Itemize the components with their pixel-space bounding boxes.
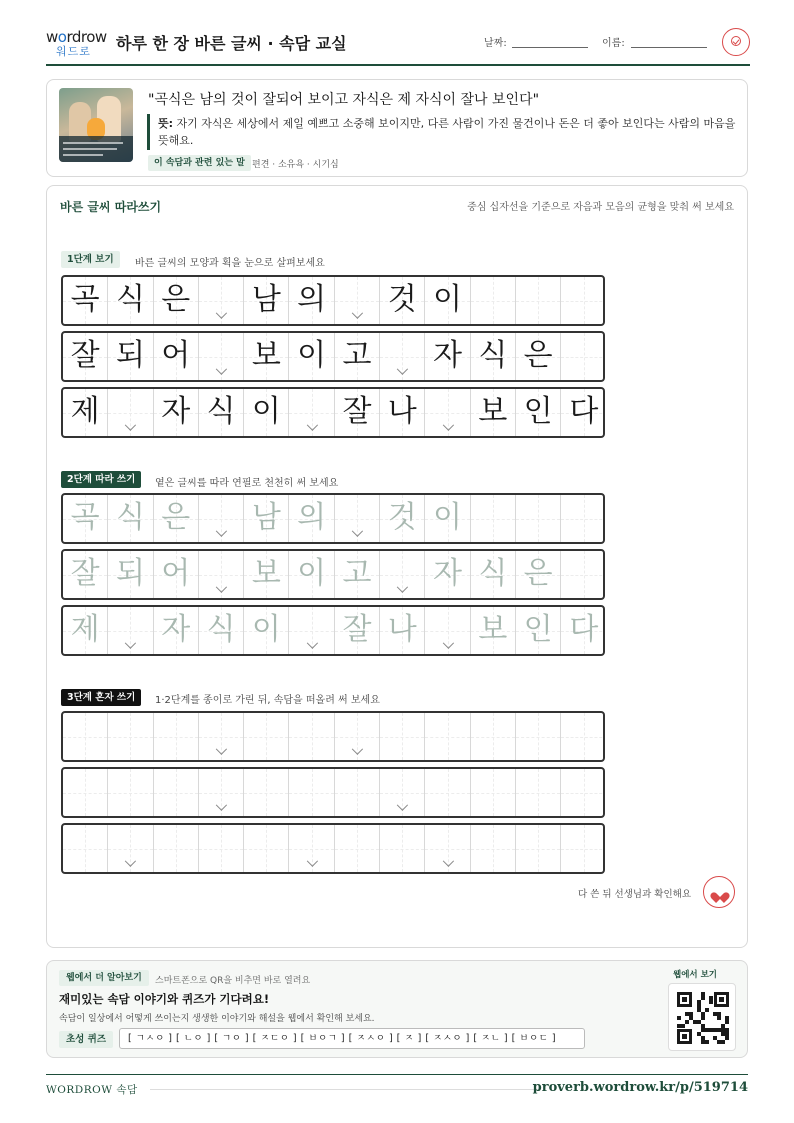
syllable: 은 (161, 500, 191, 535)
writing-row (61, 331, 605, 382)
writing-cell (561, 389, 605, 436)
writing-cell[interactable] (380, 551, 425, 598)
writing-cell[interactable] (335, 551, 380, 598)
writing-cell[interactable] (561, 495, 605, 542)
space-mark-icon (216, 368, 226, 374)
writing-cell (380, 333, 425, 380)
writing-row (61, 275, 605, 326)
writing-cell[interactable] (471, 713, 516, 760)
syllable: 자 (433, 338, 463, 373)
footer-url[interactable]: proverb.wordrow.kr/p/519714 (532, 1080, 748, 1095)
practice-section (46, 185, 748, 948)
writing-cell[interactable] (561, 825, 605, 872)
syllable: 식 (206, 612, 236, 647)
writing-cell[interactable] (425, 607, 470, 654)
space-mark-icon (397, 368, 407, 374)
writing-cell[interactable] (380, 713, 425, 760)
writing-cell (244, 389, 289, 436)
writing-cell[interactable] (199, 607, 244, 654)
writing-cell (335, 389, 380, 436)
syllable: 은 (523, 556, 553, 591)
teacher-check-note: 다 쓴 뒤 선생님과 확인해요 (577, 889, 691, 900)
practice-hint: 중심 십자선을 기준으로 자음과 모음의 균형을 맞춰 써 보세요 (467, 202, 734, 213)
writing-row[interactable] (61, 823, 605, 874)
space-mark-icon (216, 530, 226, 536)
writing-cell[interactable] (108, 769, 153, 816)
syllable: 곡 (70, 500, 100, 535)
writing-row[interactable] (61, 549, 605, 600)
meaning-accent-bar (147, 114, 150, 150)
writing-cell[interactable] (244, 607, 289, 654)
writing-cell (199, 389, 244, 436)
writing-cell[interactable] (244, 825, 289, 872)
syllable: 잘 (342, 612, 372, 647)
syllable: 나 (387, 394, 417, 429)
syllable: 이 (433, 500, 463, 535)
writing-cell[interactable] (380, 825, 425, 872)
writing-cell[interactable] (516, 825, 561, 872)
stage2-tag: 2단계 따라 쓰기 (61, 471, 141, 488)
writing-cell[interactable] (244, 551, 289, 598)
syllable: 은 (161, 282, 191, 317)
syllable: 보 (251, 338, 281, 373)
space-mark-icon (216, 748, 226, 754)
writing-cell[interactable] (516, 551, 561, 598)
practice-title: 바른 글씨 따라쓰기 (60, 200, 162, 214)
stage1-hint: 바른 글씨의 모양과 획을 눈으로 살펴보세요 (135, 258, 325, 269)
writing-cell (154, 333, 199, 380)
writing-row[interactable] (61, 605, 605, 656)
syllable: 식 (115, 282, 145, 317)
writing-cell[interactable] (289, 551, 334, 598)
syllable: 인 (523, 394, 553, 429)
writing-cell (561, 277, 605, 324)
footer-divider (46, 1074, 748, 1075)
writing-cell[interactable] (425, 713, 470, 760)
stage1-tag: 1단계 보기 (61, 251, 120, 268)
writing-row[interactable] (61, 493, 605, 544)
qr-label: 웹에서 보기 (673, 970, 718, 980)
syllable: 이 (251, 612, 281, 647)
space-mark-icon (307, 642, 317, 648)
writing-cell[interactable] (561, 713, 605, 760)
check-stamp-icon (722, 28, 750, 56)
syllable: 남 (251, 282, 281, 317)
writing-cell (335, 277, 380, 324)
writing-cell (471, 277, 516, 324)
syllable: 고 (342, 338, 372, 373)
writing-cell[interactable] (244, 769, 289, 816)
related-words: 편견 · 소유욕 · 시기심 (252, 160, 339, 170)
heart-stamp-icon (703, 876, 735, 908)
space-mark-icon (125, 424, 135, 430)
space-mark-icon (352, 312, 362, 318)
chosung-quiz-tag: 초성 퀴즈 (59, 1031, 113, 1048)
space-mark-icon (307, 424, 317, 430)
space-mark-icon (216, 586, 226, 592)
writing-cell[interactable] (63, 825, 108, 872)
space-mark-icon (352, 748, 362, 754)
writing-cell (63, 389, 108, 436)
syllable: 자 (161, 394, 191, 429)
writing-cell[interactable] (63, 713, 108, 760)
writing-cell[interactable] (471, 769, 516, 816)
syllable: 잘 (342, 394, 372, 429)
web-info-box (46, 960, 748, 1058)
syllable: 남 (251, 500, 281, 535)
footer-rule (150, 1089, 540, 1090)
syllable: 어 (161, 556, 191, 591)
syllable: 잘 (70, 556, 100, 591)
writing-cell[interactable] (380, 769, 425, 816)
writing-cell[interactable] (380, 495, 425, 542)
writing-cell[interactable] (199, 495, 244, 542)
syllable: 자 (161, 612, 191, 647)
footer-brand: WORDROW 속담 (46, 1084, 138, 1096)
writing-cell (244, 333, 289, 380)
web-tag: 웹에서 더 알아보기 (59, 970, 149, 986)
writing-cell[interactable] (154, 607, 199, 654)
writing-cell[interactable] (154, 551, 199, 598)
writing-cell (380, 389, 425, 436)
page-title: 하루 한 장 바른 글씨 · 속담 교실 (116, 34, 347, 53)
writing-cell[interactable] (471, 607, 516, 654)
writing-cell[interactable] (335, 607, 380, 654)
syllable: 이 (297, 338, 327, 373)
writing-cell[interactable] (289, 825, 334, 872)
syllable: 식 (115, 500, 145, 535)
space-mark-icon (307, 860, 317, 866)
writing-cell (516, 277, 561, 324)
space-mark-icon (216, 312, 226, 318)
writing-cell[interactable] (289, 769, 334, 816)
writing-cell (108, 389, 153, 436)
writing-cell (289, 277, 334, 324)
writing-cell[interactable] (154, 495, 199, 542)
syllable: 이 (251, 394, 281, 429)
date-field[interactable] (512, 47, 588, 48)
stage3-hint: 1·2단계를 종이로 가린 뒤, 속담을 떠올려 써 보세요 (155, 695, 380, 706)
writing-cell[interactable] (108, 713, 153, 760)
writing-cell[interactable] (244, 495, 289, 542)
writing-cell[interactable] (63, 607, 108, 654)
writing-cell[interactable] (63, 769, 108, 816)
writing-cell[interactable] (425, 769, 470, 816)
writing-cell[interactable] (154, 769, 199, 816)
web-title: 재미있는 속담 이야기와 퀴즈가 기다려요! (59, 992, 270, 1006)
syllable: 식 (478, 338, 508, 373)
proverb-text: "곡식은 남의 것이 잘되어 보이고 자식은 제 자식이 잘나 보인다" (148, 92, 540, 108)
syllable: 제 (70, 394, 100, 429)
writing-cell (199, 333, 244, 380)
writing-cell[interactable] (425, 551, 470, 598)
syllable: 보 (251, 556, 281, 591)
writing-cell (108, 333, 153, 380)
stage2-hint: 옅은 글씨를 따라 연필로 천천히 써 보세요 (155, 478, 339, 489)
writing-cell[interactable] (471, 551, 516, 598)
writing-cell (516, 333, 561, 380)
space-mark-icon (125, 642, 135, 648)
web-desc: 속담이 일상에서 어떻게 쓰이는지 생생한 이야기와 해설을 웹에서 확인해 보세요. (59, 1014, 375, 1024)
syllable: 의 (297, 500, 327, 535)
related-words-tag: 이 속담과 관련 있는 말 (148, 155, 251, 171)
syllable: 되 (115, 556, 145, 591)
meaning-text: 뜻: 자기 자식은 세상에서 제일 예쁘고 소중해 보이지만, 다른 사람이 가진 물건이나 돈은 더 좋아 보인다는 사람의 마음을 뜻해요. (158, 117, 736, 147)
syllable: 나 (387, 612, 417, 647)
writing-cell (425, 277, 470, 324)
space-mark-icon (352, 530, 362, 536)
syllable: 은 (523, 338, 553, 373)
writing-cell[interactable] (244, 713, 289, 760)
writing-cell[interactable] (561, 769, 605, 816)
syllable: 의 (297, 282, 327, 317)
writing-cell[interactable] (108, 495, 153, 542)
writing-cell (63, 333, 108, 380)
syllable: 보 (478, 612, 508, 647)
writing-cell[interactable] (154, 713, 199, 760)
writing-cell[interactable] (335, 825, 380, 872)
syllable: 식 (206, 394, 236, 429)
syllable: 이 (297, 556, 327, 591)
writing-cell[interactable] (108, 607, 153, 654)
syllable: 것 (387, 282, 417, 317)
space-mark-icon (397, 804, 407, 810)
writing-cell[interactable] (199, 551, 244, 598)
space-mark-icon (125, 860, 135, 866)
writing-cell (154, 389, 199, 436)
qr-code[interactable] (668, 983, 736, 1051)
writing-cell (289, 389, 334, 436)
name-field[interactable] (631, 47, 707, 48)
syllable: 제 (70, 612, 100, 647)
syllable: 인 (523, 612, 553, 647)
writing-row[interactable] (61, 711, 605, 762)
writing-row[interactable] (61, 767, 605, 818)
writing-row (61, 387, 605, 438)
space-mark-icon (443, 642, 453, 648)
syllable: 다 (569, 612, 599, 647)
writing-cell[interactable] (561, 551, 605, 598)
writing-cell (425, 333, 470, 380)
chosung-quiz: [ ㄱㅅㅇ ] [ ㄴㅇ ] [ ㄱㅇ ] [ ㅈㄷㅇ ] [ ㅂㅇㄱ ] [ ㅈㅅㅇ ] [ ㅈ ] [ ㅈㅅㅇ ] [ ㅈㄴ ] [ ㅂㅇㄷ ] (119, 1028, 585, 1049)
writing-cell[interactable] (63, 495, 108, 542)
syllable: 것 (387, 500, 417, 535)
syllable: 되 (115, 338, 145, 373)
syllable: 곡 (70, 282, 100, 317)
space-mark-icon (443, 860, 453, 866)
syllable: 이 (433, 282, 463, 317)
writing-cell[interactable] (199, 713, 244, 760)
writing-cell (289, 333, 334, 380)
writing-cell[interactable] (289, 607, 334, 654)
writing-cell (471, 389, 516, 436)
writing-cell[interactable] (199, 825, 244, 872)
writing-cell[interactable] (425, 825, 470, 872)
writing-cell[interactable] (516, 495, 561, 542)
writing-cell[interactable] (516, 713, 561, 760)
writing-cell[interactable] (108, 551, 153, 598)
writing-cell (199, 277, 244, 324)
writing-cell (425, 389, 470, 436)
writing-cell[interactable] (471, 495, 516, 542)
syllable: 다 (569, 394, 599, 429)
writing-cell (380, 277, 425, 324)
writing-cell[interactable] (516, 769, 561, 816)
writing-cell (244, 277, 289, 324)
writing-cell[interactable] (335, 713, 380, 760)
writing-cell[interactable] (63, 551, 108, 598)
syllable: 잘 (70, 338, 100, 373)
writing-cell[interactable] (108, 825, 153, 872)
writing-cell (516, 389, 561, 436)
writing-cell[interactable] (471, 825, 516, 872)
syllable: 자 (433, 556, 463, 591)
writing-cell (561, 333, 605, 380)
date-label: 날짜: (484, 38, 507, 49)
writing-cell[interactable] (380, 607, 425, 654)
syllable: 고 (342, 556, 372, 591)
writing-cell[interactable] (425, 495, 470, 542)
writing-cell[interactable] (561, 607, 605, 654)
writing-cell[interactable] (154, 825, 199, 872)
syllable: 보 (478, 394, 508, 429)
writing-cell[interactable] (516, 607, 561, 654)
writing-cell[interactable] (335, 769, 380, 816)
writing-cell[interactable] (199, 769, 244, 816)
writing-cell (471, 333, 516, 380)
syllable: 식 (478, 556, 508, 591)
space-mark-icon (397, 586, 407, 592)
writing-cell (154, 277, 199, 324)
proverb-card (46, 79, 748, 177)
wordrow-logo: wordrow 워드로 (46, 28, 107, 58)
name-label: 이름: (602, 38, 625, 49)
page-header (46, 22, 750, 66)
syllable: 어 (161, 338, 191, 373)
writing-cell (335, 333, 380, 380)
writing-cell[interactable] (289, 495, 334, 542)
stage3-tag: 3단계 혼자 쓰기 (61, 689, 141, 706)
space-mark-icon (443, 424, 453, 430)
writing-cell[interactable] (289, 713, 334, 760)
writing-cell (63, 277, 108, 324)
qr-hint: 스마트폰으로 QR을 비추면 바로 열려요 (155, 976, 311, 986)
writing-cell (108, 277, 153, 324)
writing-cell[interactable] (335, 495, 380, 542)
space-mark-icon (216, 804, 226, 810)
family-illustration (59, 88, 133, 162)
